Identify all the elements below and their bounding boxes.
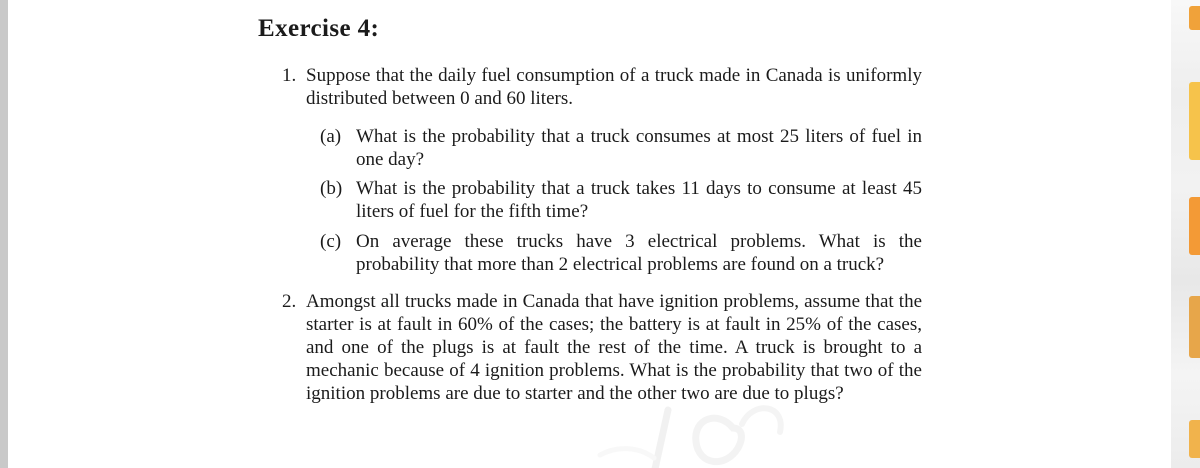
part-a-label: (a) — [320, 126, 342, 147]
document-page — [8, 0, 1171, 468]
problem-2-number: 2. — [282, 291, 297, 312]
part-b-label: (b) — [320, 178, 343, 199]
watermark-icon — [528, 340, 828, 468]
problem-1-part-b — [320, 177, 922, 223]
part-c-label: (c) — [320, 231, 342, 252]
side-tab-3[interactable] — [1189, 197, 1200, 255]
part-a-text: What is the probability that a truck consumes at most 25 liters of fuel in one day? — [356, 126, 922, 170]
side-tab-5[interactable] — [1189, 420, 1200, 458]
part-b-text: What is the probability that a truck takes 11 days to consume at least 45 liters of fuel for the fifth time? — [356, 178, 922, 222]
problem-1-part-a — [320, 125, 922, 171]
problem-1-text: Suppose that the daily fuel consumption of a truck made in Canada is uniformly distributed between 0 and 60 liters. — [306, 65, 922, 109]
exercise-title: Exercise 4: — [258, 15, 380, 42]
problem-1-number: 1. — [282, 65, 297, 86]
side-tab-2[interactable] — [1189, 82, 1200, 160]
side-tab-4[interactable] — [1189, 296, 1200, 358]
problem-1 — [282, 64, 922, 110]
problem-2-text: Amongst all trucks made in Canada that have ignition problems, assume that the starter is at fault in 60% of the cases; the battery is at fault in 25% of the cases, and one of the plugs is at fault the rest of the time. A truck is brought to a mechanic because of 4 ignition problems. What is the probability that two of the ignition problems are due to starter and the other two are due to plugs? — [306, 291, 922, 404]
part-c-text: On average these trucks have 3 electrical problems. What is the probability that more than 2 electrical problems are found on a truck? — [356, 231, 922, 275]
problem-1-part-c — [320, 230, 922, 276]
side-tab-1[interactable] — [1189, 6, 1200, 30]
side-tabs — [1171, 0, 1200, 468]
